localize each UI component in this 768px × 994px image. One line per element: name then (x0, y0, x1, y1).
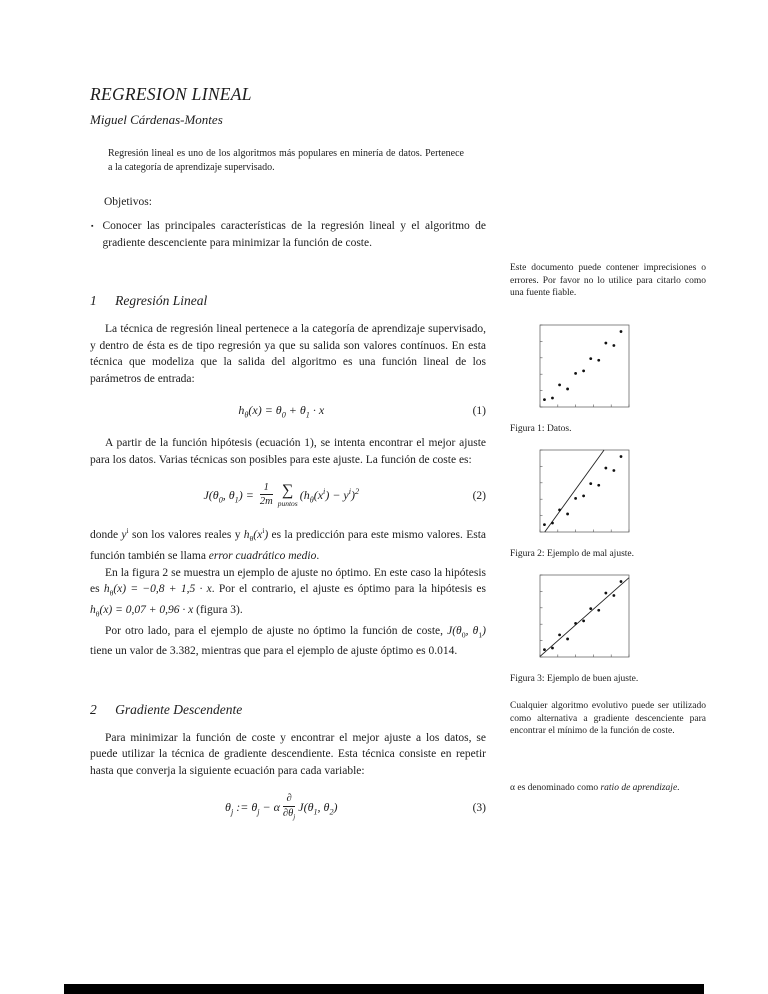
paragraph-s2-1: Para minimizar la función de coste y encontrar el mejor ajuste a los datos, se puede utilizar la técnica de gradiente descendiente. Esta técnica consiste en repetir hasta que converja la siguiente ecuación para cada variable: (90, 731, 486, 777)
footer-bar (64, 984, 704, 994)
fraction-denominator: $\partial\theta_j$ (282, 807, 296, 821)
section-2-number: 2 (90, 701, 97, 717)
equation-3-number: (3) (472, 802, 486, 815)
fraction-numerator: ∂ (283, 792, 295, 806)
fraction-1-over-2m (260, 481, 273, 508)
section-2-title: Gradiente Descendente (115, 701, 243, 717)
figure-2 (510, 443, 706, 561)
section-1-number: 1 (90, 293, 97, 309)
equation-2 (90, 482, 486, 509)
figure-1 (510, 318, 706, 436)
objective-text: Conocer las principales características de la regresión lineal y el algoritmo de gradiente descenciente para minimizar la función de coste. (102, 220, 486, 249)
bullet-square-icon: ▪ (91, 222, 94, 231)
paragraph-s1-1: La técnica de regresión lineal pertenece a la categoría de aprendizaje supervisado, y dentro de ésta es de tipo regresión ya que su salida son valores contínuos. En esta técnica que modeliza que la salida del algoritmo es una función lineal de los parámetros de entrada: (90, 323, 486, 385)
margin-note-alpha: α es denominado como ratio de aprendizaje. (510, 783, 680, 793)
equation-1 (90, 401, 486, 421)
document-title: REGRESION LINEAL (90, 84, 252, 104)
sigma-symbol: ∑ (281, 481, 294, 499)
paragraph-s1-5: Por otro lado, para el ejemplo de ajuste no óptimo la función de coste, $J(\theta_0$, $\theta_1$) tiene un valor de 3.382, mientras que para el ejemplo de ajuste óptimo es 0.014. (90, 624, 486, 658)
equation-3 (90, 793, 486, 822)
equation-3-rhs: $J(\theta_1$, $\theta_2$) (298, 799, 338, 817)
section-1-heading (90, 293, 486, 309)
partial-derivative-fraction (283, 792, 295, 821)
equation-2-body (90, 482, 473, 509)
equation-3-body (90, 793, 473, 822)
figure-3 (510, 568, 706, 686)
figure-3-caption: Figura 3: Ejemplo de buen ajuste. (510, 674, 639, 684)
section-1-title: Regresión Lineal (115, 293, 208, 309)
figure-1-caption: Figura 1: Datos. (510, 424, 572, 434)
equation-1-number: (1) (472, 405, 486, 418)
margin-note-disclaimer: Este documento puede contener imprecisiones o errores. Por favor no lo utilice para citarlo como una fuente fiable. (510, 263, 706, 299)
equation-1-body: $h_\theta(x) = \theta_0 + \theta_1 \cdot x$ (238, 403, 325, 420)
sum-operator (278, 483, 298, 508)
section-2-heading (90, 702, 486, 718)
document-author: Miguel Cárdenas-Montes (90, 112, 223, 127)
objectives-heading: Objetivos: (104, 196, 152, 209)
figure-3-plot (533, 568, 636, 664)
equation-3-lhs: $\theta_j$ := $\theta_j - \alpha$ (225, 799, 280, 817)
paragraph-s1-2: A partir de la función hipótesis (ecuación 1), se intenta encontrar el mejor ajuste para los datos. Varias técnicas son posibles para este ajuste. La función de coste es: (90, 437, 486, 466)
objective-item (90, 218, 486, 251)
paragraph-s1-4: En la figura 2 se muestra un ejemplo de ajuste no óptimo. En este caso la hipótesis es $h_\theta(x) = -0,8 + 1,5 \cdot x$. Por el contrario, el ajuste es óptimo para la hipótesis es $h_\theta(x) = 0,07 + 0,96 \cdot x$ (figura 3). (90, 566, 486, 619)
equation-2-rhs: $(h_\theta(x^i) - y^i)^2$ (299, 486, 360, 504)
sum-limit: puntos (277, 498, 298, 508)
equation-2-lhs: $J(\theta_0$, $\theta_1$) = (203, 487, 257, 504)
figure-2-plot (533, 443, 636, 539)
figure-2-caption: Figura 2: Ejemplo de mal ajuste. (510, 549, 635, 559)
main-column (90, 0, 486, 837)
equation-2-number: (2) (472, 489, 486, 502)
fraction-denominator: 2m (259, 496, 273, 508)
abstract: Regresión lineal es uno de los algoritmos más populares en minería de datos. Pertenece a la categoría de aprendizaje supervisado. (108, 148, 464, 174)
margin-note-evolutivo: Cualquier algoritmo evolutivo puede ser utilizado como alternativa a gradiente descenciente para encontrar el mínimo de la función de coste. (510, 701, 706, 737)
paragraph-s1-3: donde $y^i$ son los valores reales y $h_\theta(x^i)$ es la predicción para este mismo valores. Esta función también se llama error cuadrático medio. (90, 526, 486, 563)
figure-1-plot (533, 318, 636, 414)
fraction-numerator: 1 (260, 481, 273, 495)
